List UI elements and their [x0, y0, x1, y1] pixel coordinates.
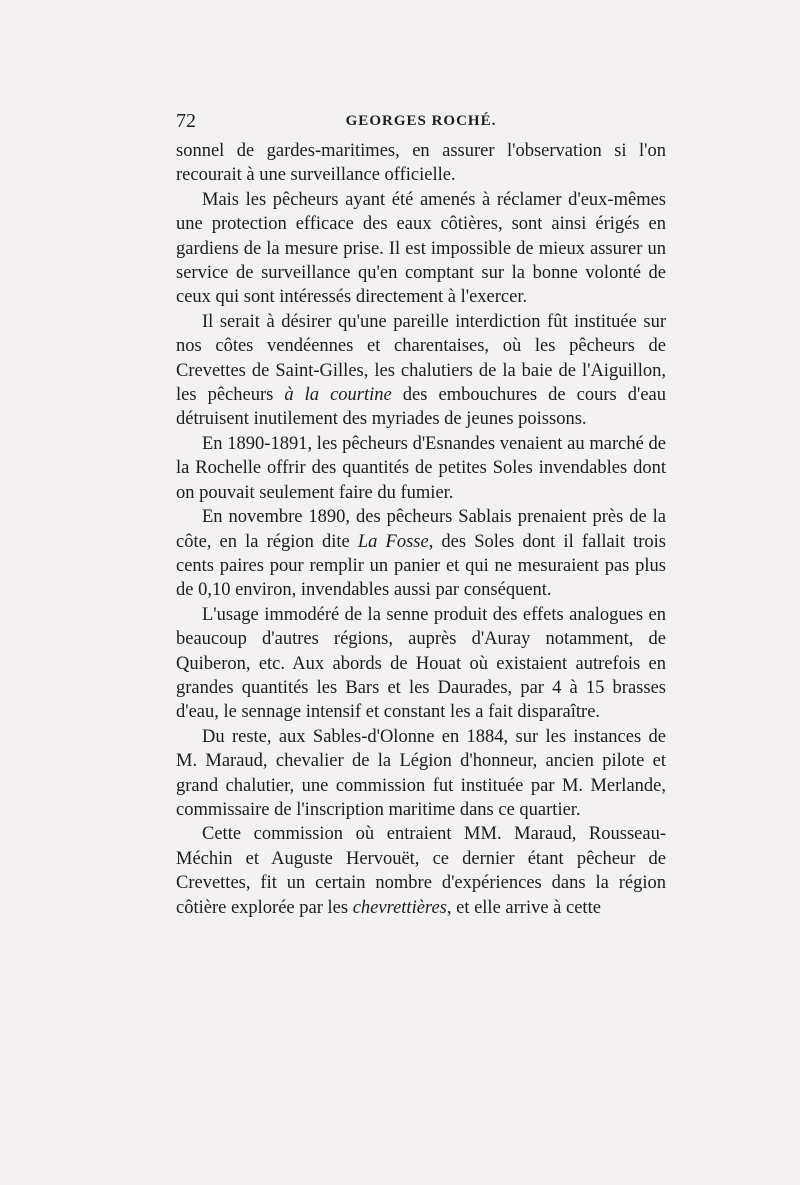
paragraph-3-text-after: des embouchures de cours d'eau détruisent inutilement des myriades de jeunes poissons.	[176, 385, 667, 430]
paragraph-8-text-after: , et elle arrive à cette	[446, 897, 601, 918]
paragraph-5-text-after: , des Soles dont il fallait trois cents paires pour remplir un panier et qui ne mesuraient pas plus de 0,10 environ, invendables aussi par conséquent.	[176, 531, 666, 601]
paragraph-4-text: En 1890-1891, les pêcheurs d'Esnandes venaient au marché de la Rochelle offrir des quantités de petites Soles invendables dont on pouvait seulement faire du fumier.	[176, 433, 666, 503]
paragraph-5-text-before: En novembre 1890, des pêcheurs Sablais prenaient près de la côte, en la région dite	[176, 507, 666, 552]
paragraph-4	[176, 432, 666, 505]
page-number: 72	[176, 110, 196, 132]
paragraph-7-text: Du reste, aux Sables-d'Olonne en 1884, sur les instances de M. Maraud, chevalier de la Légion d'honneur, ancien pilote et grand chalutier, une commission fut instituée par M. Merlande, commissaire de l'inscription maritime dans ce quartier.	[176, 726, 666, 820]
page-header	[176, 108, 666, 134]
paragraph-8	[176, 822, 666, 920]
paragraph-1-text: sonnel de gardes-maritimes, en assurer l'observation si l'on recourait à une surveillance officielle.	[176, 141, 666, 186]
paragraph-3-text-before: Il serait à désirer qu'une pareille interdiction fût instituée sur nos côtes vendéennes et charentaises, où les pêcheurs de Crevettes de Saint-Gilles, les chalutiers de la baie de l'Aiguillon, les pêcheurs	[176, 311, 666, 406]
paragraph-1	[176, 139, 666, 188]
paragraph-3	[176, 310, 666, 432]
paragraph-8-text-before: Cette commission où entraient MM. Maraud, Rousseau-Méchin et Auguste Hervouët, ce dernier étant pêcheur de Crevettes, fit un certain nombre d'expériences dans la région côtière explorée par les	[176, 824, 666, 918]
paragraph-6-text: L'usage immodéré de la senne produit des effets analogues en beaucoup d'autres régions, auprès d'Auray notamment, de Quiberon, etc. Aux abords de Houat où existaient autrefois en grandes quantités les Bars et les Daurades, par 4 à 15 brasses d'eau, le sennage intensif et constant les a fait disparaître.	[176, 604, 666, 723]
paragraph-2-text: Mais les pêcheurs ayant été amenés à réclamer d'eux-mêmes une protection efficace des eaux côtières, sont ainsi érigés en gardiens de la mesure prise. Il est impossible de mieux assurer un service de surveillance qu'en comptant sur la bonne volonté de ceux qui sont intéressés directement à l'exercer.	[176, 189, 666, 308]
paragraph-6	[176, 603, 666, 725]
paragraph-8-italic: chevrettières	[352, 897, 447, 918]
paragraph-5	[176, 505, 666, 603]
paragraph-5-italic: La Fosse	[357, 531, 429, 552]
paragraph-7	[176, 725, 666, 823]
paragraph-2	[176, 188, 666, 310]
paragraph-3-italic: à la courtine	[284, 385, 392, 406]
running-head: GEORGES ROCHÉ.	[345, 113, 497, 129]
body-text	[176, 139, 666, 920]
